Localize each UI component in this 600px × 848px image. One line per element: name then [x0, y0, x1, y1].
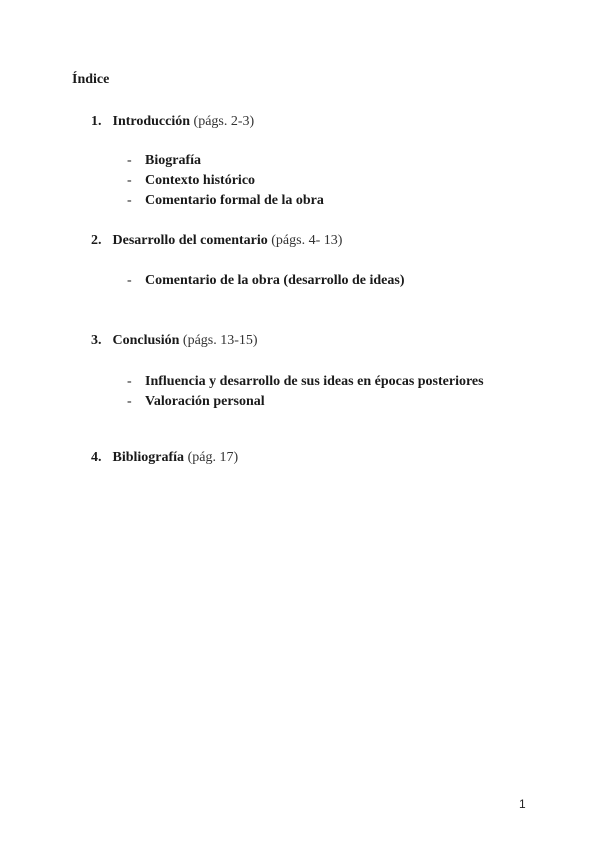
subitem-label: Biografía — [145, 153, 201, 168]
bullet-dash: - — [127, 193, 132, 208]
section-pages: (págs. 13-15) — [182, 333, 258, 348]
section-name: Conclusión — [112, 333, 180, 348]
section-number: 1. — [91, 114, 102, 129]
subitem-label: Valoración personal — [145, 394, 265, 409]
bullet-dash: - — [127, 374, 132, 389]
bullet-dash: - — [127, 394, 132, 409]
section-name: Bibliografía — [112, 450, 185, 465]
section-desarrollo — [91, 233, 342, 249]
subitem-biografia — [127, 153, 201, 169]
section-conclusion — [91, 333, 258, 349]
subitem-comentario-obra — [127, 273, 405, 289]
subitem-label: Comentario formal de la obra — [145, 193, 324, 208]
section-bibliografia — [91, 450, 238, 466]
subitem-valoracion — [127, 394, 265, 410]
section-number: 2. — [91, 233, 102, 248]
subitem-label: Comentario de la obra (desarrollo de ideas) — [145, 273, 405, 288]
bullet-dash: - — [127, 153, 132, 168]
section-pages: (pág. 17) — [187, 450, 239, 465]
section-pages: (págs. 4- 13) — [271, 233, 343, 248]
section-introduccion — [91, 114, 254, 130]
subitem-label: Influencia y desarrollo de sus ideas en épocas posteriores — [145, 374, 484, 389]
subitem-influencia — [127, 374, 484, 390]
section-name: Desarrollo del comentario — [112, 233, 268, 248]
section-number: 4. — [91, 450, 102, 465]
section-number: 3. — [91, 333, 102, 348]
page-number: 1 — [519, 797, 526, 811]
bullet-dash: - — [127, 173, 132, 188]
index-title: Índice — [72, 72, 110, 87]
subitem-label: Contexto histórico — [145, 173, 256, 188]
subitem-contexto-historico — [127, 173, 255, 189]
section-pages: (págs. 2-3) — [193, 114, 255, 129]
bullet-dash: - — [127, 273, 132, 288]
subitem-comentario-formal — [127, 193, 324, 209]
section-name: Introducción — [112, 114, 191, 129]
